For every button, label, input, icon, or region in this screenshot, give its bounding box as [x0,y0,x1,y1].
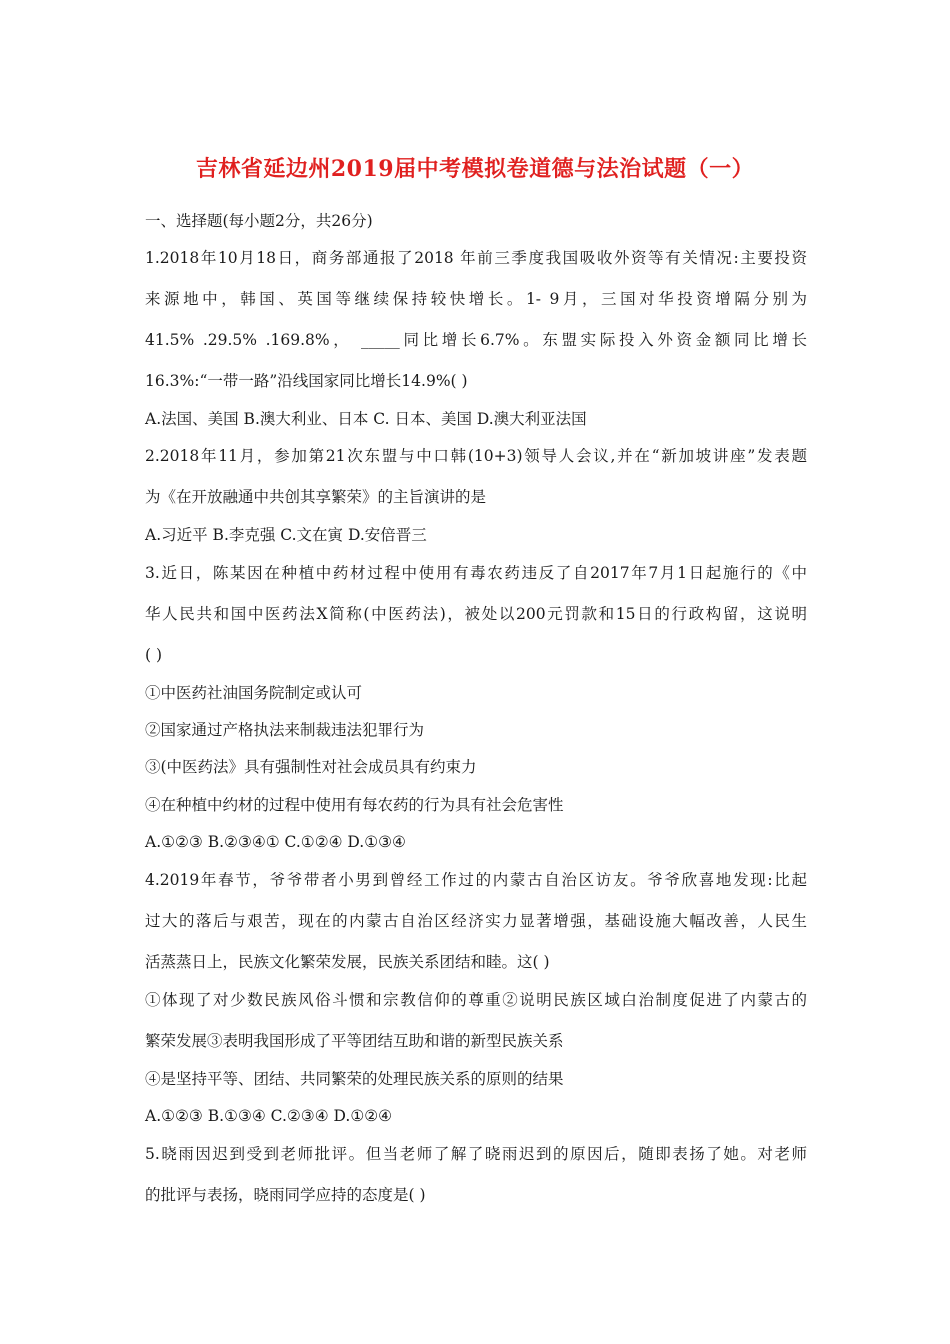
question-4-statement-2: 繁荣发展③表明我国形成了平等团结互助和谐的新型民族关系 [145,1032,564,1050]
question-1-line-3: 41.5% .29.5% .169.8%， _____同比增长6.7%。东盟实际投入外资金额同比增长 [145,331,807,349]
question-5-line-1: 5.晓雨因迟到受到老师批评。但当老师了解了晓雨迟到的原因后，随即表扬了她。对老师 [145,1145,807,1163]
question-5-line-2: 的批评与表扬，晓雨同学应持的态度是( ) [145,1186,426,1204]
question-4-line-1: 4.2019年春节，爷爷带者小男到曾经工作过的内蒙古自治区访友。爷爷欣喜地发现:比起 [145,871,807,889]
question-2-options: A.习近平 B.李克强 C.文在寅 D.安倍晋三 [145,526,427,544]
question-2-line-2: 为《在开放融通中共创其享繁荣》的主旨演讲的是 [145,488,487,506]
question-1-line-4: 16.3%:“一带一路”沿线国家同比增长14.9%( ) [145,372,468,390]
question-3-statement-2: ②国家通过产格执法来制裁违法犯罪行为 [145,721,425,739]
question-3-statement-3: ③(中医药法》具有强制性对社会成员具有约束力 [145,758,477,776]
question-4-options: A.①②③ B.①③④ C.②③④ D.①②④ [145,1107,393,1125]
question-4-line-3: 活蒸蒸日上，民族文化繁荣发展，民族关系团结和睦。这( ) [145,953,550,971]
question-3-line-2: 华人民共和国中医药法X简称(中医药法)，被处以200元罚款和15日的行政构留，这说明 [145,605,807,623]
question-3-line-1: 3.近日，陈某因在种植中药材过程中使用有毒农药违反了自2017年7月1日起施行的《中 [145,564,807,582]
question-1-options: A.法国、美国 B.澳大利业、日本 C. 日本、美国 D.澳大利亚法国 [145,410,587,428]
question-3-statement-1: ①中医药社油国务院制定或认可 [145,684,363,702]
question-3-options: A.①②③ B.②③④① C.①②④ D.①③④ [145,833,406,851]
question-2-line-1: 2.2018年11月，参加第21次东盟与中口韩(10+3)领导人会议,并在“新加坡讲座”发表题 [145,447,807,465]
document-title: 吉林省延边州2019届中考模拟卷道德与法治试题（一） [195,156,755,182]
question-3-line-3: ( ) [145,646,163,664]
question-4-statement-1: ①体现了对少数民族风俗斗惯和宗教信仰的尊重②说明民族区域白治制度促进了内蒙古的 [145,991,807,1009]
question-3-statement-4: ④在种植中约材的过程中使用有每农药的行为具有社会危害性 [145,796,564,814]
question-4-line-2: 过大的落后与艰苦，现在的内蒙古自治区经济实力显著增强，基础设施大幅改善，人民生 [145,912,807,930]
question-1-line-2: 来源地中，韩国、英国等继续保持较快增长。1- 9月，三国对华投资增隔分别为 [145,290,807,308]
section-heading: 一、选择题(每小题2分，共26分) [145,212,373,230]
question-4-statement-3: ④是坚持平等、团结、共同繁荣的处理民族关系的原则的结果 [145,1070,564,1088]
question-1-line-1: 1.2018年10月18日，商务部通报了2018 年前三季度我国吸收外资等有关情况:主要投资 [145,249,807,267]
